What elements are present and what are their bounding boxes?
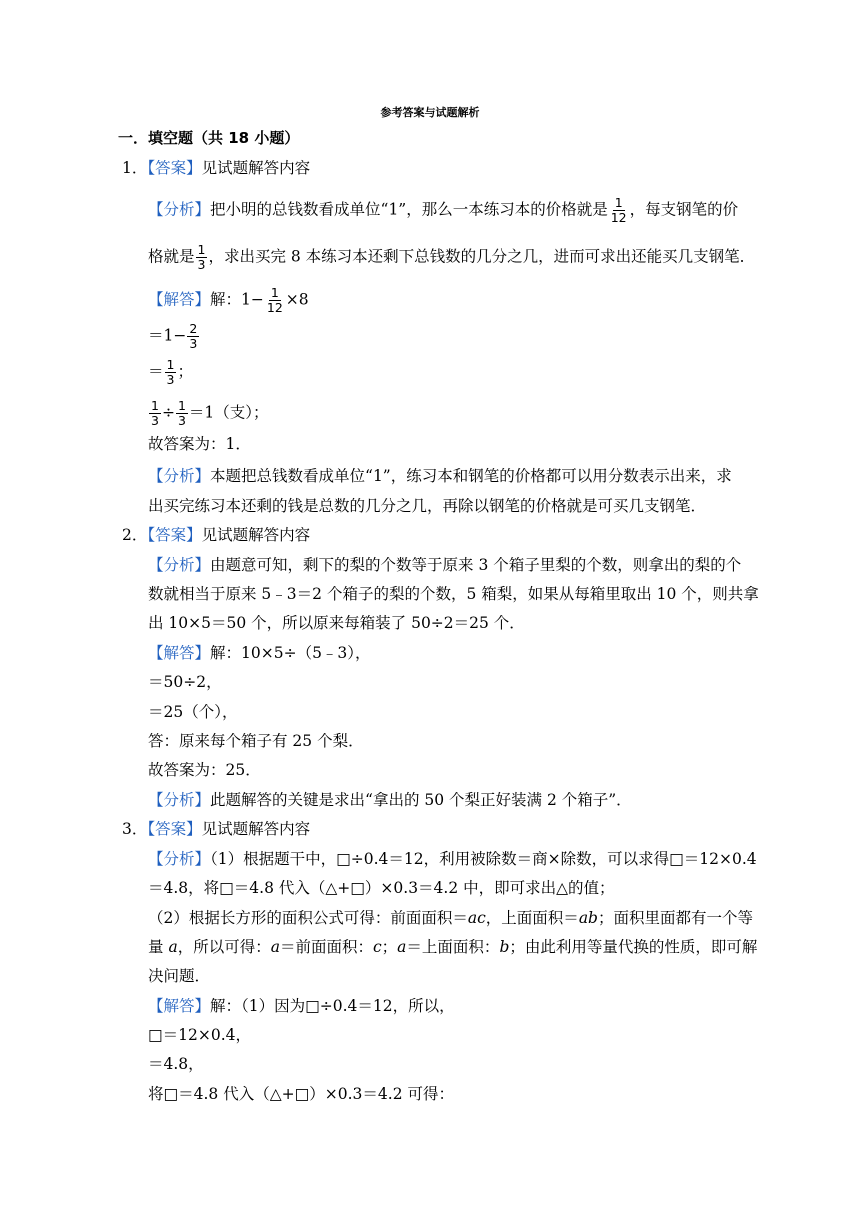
q1-step3-suffix: ； (177, 362, 193, 381)
q2-answer-text: 见试题解答内容 (201, 526, 311, 544)
q3-text-c1: （2）根据长方形的面积公式可得：前面面积＝ (148, 909, 468, 927)
q3-text-d3: ＝前面面积： (279, 938, 373, 956)
q1-solution-prefix: 解：1− (210, 290, 264, 309)
frac-den: 3 (166, 372, 175, 387)
q1-solution-tag: 【解答】 (148, 290, 211, 309)
q2-solution-text: 解：10×5÷（5﹣3）， (210, 644, 371, 662)
q2-review-tag: 【分析】 (148, 791, 211, 809)
q1-number: 1． (122, 159, 148, 177)
q2-solution-line (148, 643, 371, 663)
q1-analysis-text-d: ，求出买完 8 本练习本还剩下总钱数的几分之几，进而可求出还能买几支钢笔． (208, 247, 756, 266)
frac-den: 3 (177, 413, 186, 428)
q3-text-c2: ，上面面积＝ (485, 909, 579, 927)
q3-var-a: a (270, 938, 280, 956)
q3-solution-tag: 【解答】 (148, 997, 211, 1015)
q3-analysis-tag: 【分析】 (148, 850, 211, 868)
q3-solution-text: 解：（1）因为□÷0.4＝12，所以， (210, 997, 455, 1015)
q2-answer-line (122, 525, 310, 545)
frac-den: 12 (266, 300, 283, 315)
q3-text-d6: ；由此利用等量代换的性质，即可解 (509, 938, 758, 956)
q2-solution-tag: 【解答】 (148, 644, 211, 662)
q3-solution-line (148, 996, 455, 1016)
fraction-1-12 (265, 286, 285, 315)
q1-step2-prefix: ＝1− (148, 326, 187, 345)
q1-analysis-text-c: 格就是 (148, 247, 195, 266)
frac-num: 1 (151, 398, 159, 413)
frac-num: 1 (177, 398, 186, 413)
q1-step-2 (148, 322, 200, 351)
fraction-1-3 (176, 399, 188, 428)
q3-step-3: ＝4.8， (148, 1055, 204, 1073)
q1-step4-suffix: ＝1（支）； (188, 403, 269, 422)
q3-number: 3． (122, 820, 148, 838)
q3-answer-text: 见试题解答内容 (201, 820, 311, 838)
q3-var-c: c (372, 938, 382, 956)
frac-den: 12 (610, 210, 627, 225)
frac-den: 3 (189, 336, 198, 351)
q3-step-2: □＝12×0.4， (148, 1026, 252, 1044)
q1-analysis-line-1 (148, 196, 738, 225)
fraction-1-3 (165, 358, 177, 387)
fraction-1-12 (609, 196, 629, 225)
q1-analysis-text-a: 把小明的总钱数看成单位“1”，那么一本练习本的价格就是 (210, 200, 608, 219)
q1-solution-after: ×8 (285, 290, 309, 309)
q3-analysis-line-5: 决问题． (148, 967, 211, 985)
q1-step-4 (148, 399, 269, 428)
section-heading: 一．填空题（共 18 小题） (118, 129, 300, 147)
q3-analysis-line-3 (148, 908, 753, 928)
q3-var-ab: ab (578, 909, 598, 927)
q3-var-a: a (168, 938, 178, 956)
q2-step-3: ＝25（个）， (148, 703, 238, 721)
q3-analysis-line-1 (148, 849, 757, 869)
q3-analysis-text-a: （1）根据题干中，□÷0.4＝12，利用被除数＝商×除数，可以求得□＝12×0.4 (210, 850, 757, 868)
frac-den: 3 (151, 413, 159, 428)
frac-num: 1 (166, 357, 175, 372)
q2-step-2: ＝50÷2， (148, 673, 222, 691)
q3-text-d1: 量 (148, 938, 169, 956)
q3-text-c3: ；面积里面都有一个等 (597, 909, 753, 927)
q1-answer-tag: 【答案】 (147, 159, 202, 177)
q2-analysis-line-2: 数就相当于原来 5﹣3＝2 个箱子的梨的个数，5 箱梨，如果从每箱里取出 10 个，则共拿 (148, 585, 759, 603)
q1-step-3 (148, 358, 193, 387)
q2-review-text: 此题解答的关键是求出“拿出的 50 个梨正好装满 2 个箱子”． (210, 791, 632, 809)
q3-step-4: 将□＝4.8 代入（△+□）×0.3＝4.2 可得： (148, 1085, 454, 1103)
q3-var-ac: ac (467, 909, 486, 927)
q2-analysis-text-a: 由题意可知，剩下的梨的个数等于原来 3 个箱子里梨的个数，则拿出的梨的个 (210, 556, 742, 574)
frac-num: 2 (189, 321, 198, 336)
fraction-1-3 (196, 243, 208, 272)
frac-num: 1 (270, 285, 279, 300)
frac-den: 3 (197, 257, 206, 272)
q1-step4-div: ÷ (161, 403, 175, 422)
fraction-1-3 (149, 399, 161, 428)
q2-answer-tag: 【答案】 (147, 526, 202, 544)
frac-num: 1 (197, 242, 206, 257)
q2-reply: 答：原来每个箱子有 25 个梨． (148, 732, 364, 750)
q3-text-d4: ； (381, 938, 398, 956)
q1-solution-line (148, 286, 309, 315)
q2-analysis-tag: 【分析】 (148, 556, 211, 574)
q1-review-line-2: 出买完练习本还剩的钱是总数的几分之几，再除以钢笔的价格就是可买几支钢笔． (148, 497, 707, 515)
q1-answer-line (122, 158, 310, 178)
fraction-2-3 (187, 322, 199, 351)
q1-final: 故答案为：1． (148, 435, 251, 453)
frac-num: 1 (614, 195, 623, 210)
q2-number: 2． (122, 526, 148, 544)
q3-analysis-line-4 (148, 937, 757, 957)
q1-analysis-line-2 (148, 243, 755, 272)
q2-analysis-line-3: 出 10×5＝50 个，所以原来每箱装了 50÷2＝25 个． (148, 614, 525, 632)
q1-analysis-tag: 【分析】 (148, 200, 211, 219)
q3-text-d5: ＝上面面积： (406, 938, 500, 956)
q2-review-line (148, 790, 632, 810)
q3-text-d2: ，所以可得： (177, 938, 271, 956)
q3-answer-line (122, 819, 310, 839)
q1-review-line-1 (148, 466, 732, 486)
q1-analysis-text-b: ，每支钢笔的价 (629, 200, 739, 219)
q3-analysis-line-2: ＝4.8，将□＝4.8 代入（△+□）×0.3＝4.2 中，即可求出△的值； (148, 879, 615, 897)
q1-review-tag: 【分析】 (148, 467, 211, 485)
q2-final: 故答案为：25． (148, 761, 261, 779)
q2-analysis-line-1 (148, 555, 741, 575)
q3-var-b: b (499, 938, 510, 956)
page-title: 参考答案与试题解析 (380, 106, 480, 119)
q3-answer-tag: 【答案】 (147, 820, 202, 838)
q1-answer-text: 见试题解答内容 (201, 159, 311, 177)
q1-step3-prefix: ＝ (148, 362, 164, 381)
q1-review-text-a: 本题把总钱数看成单位“1”，练习本和钢笔的价格都可以用分数表示出来，求 (210, 467, 732, 485)
q3-var-a: a (397, 938, 407, 956)
